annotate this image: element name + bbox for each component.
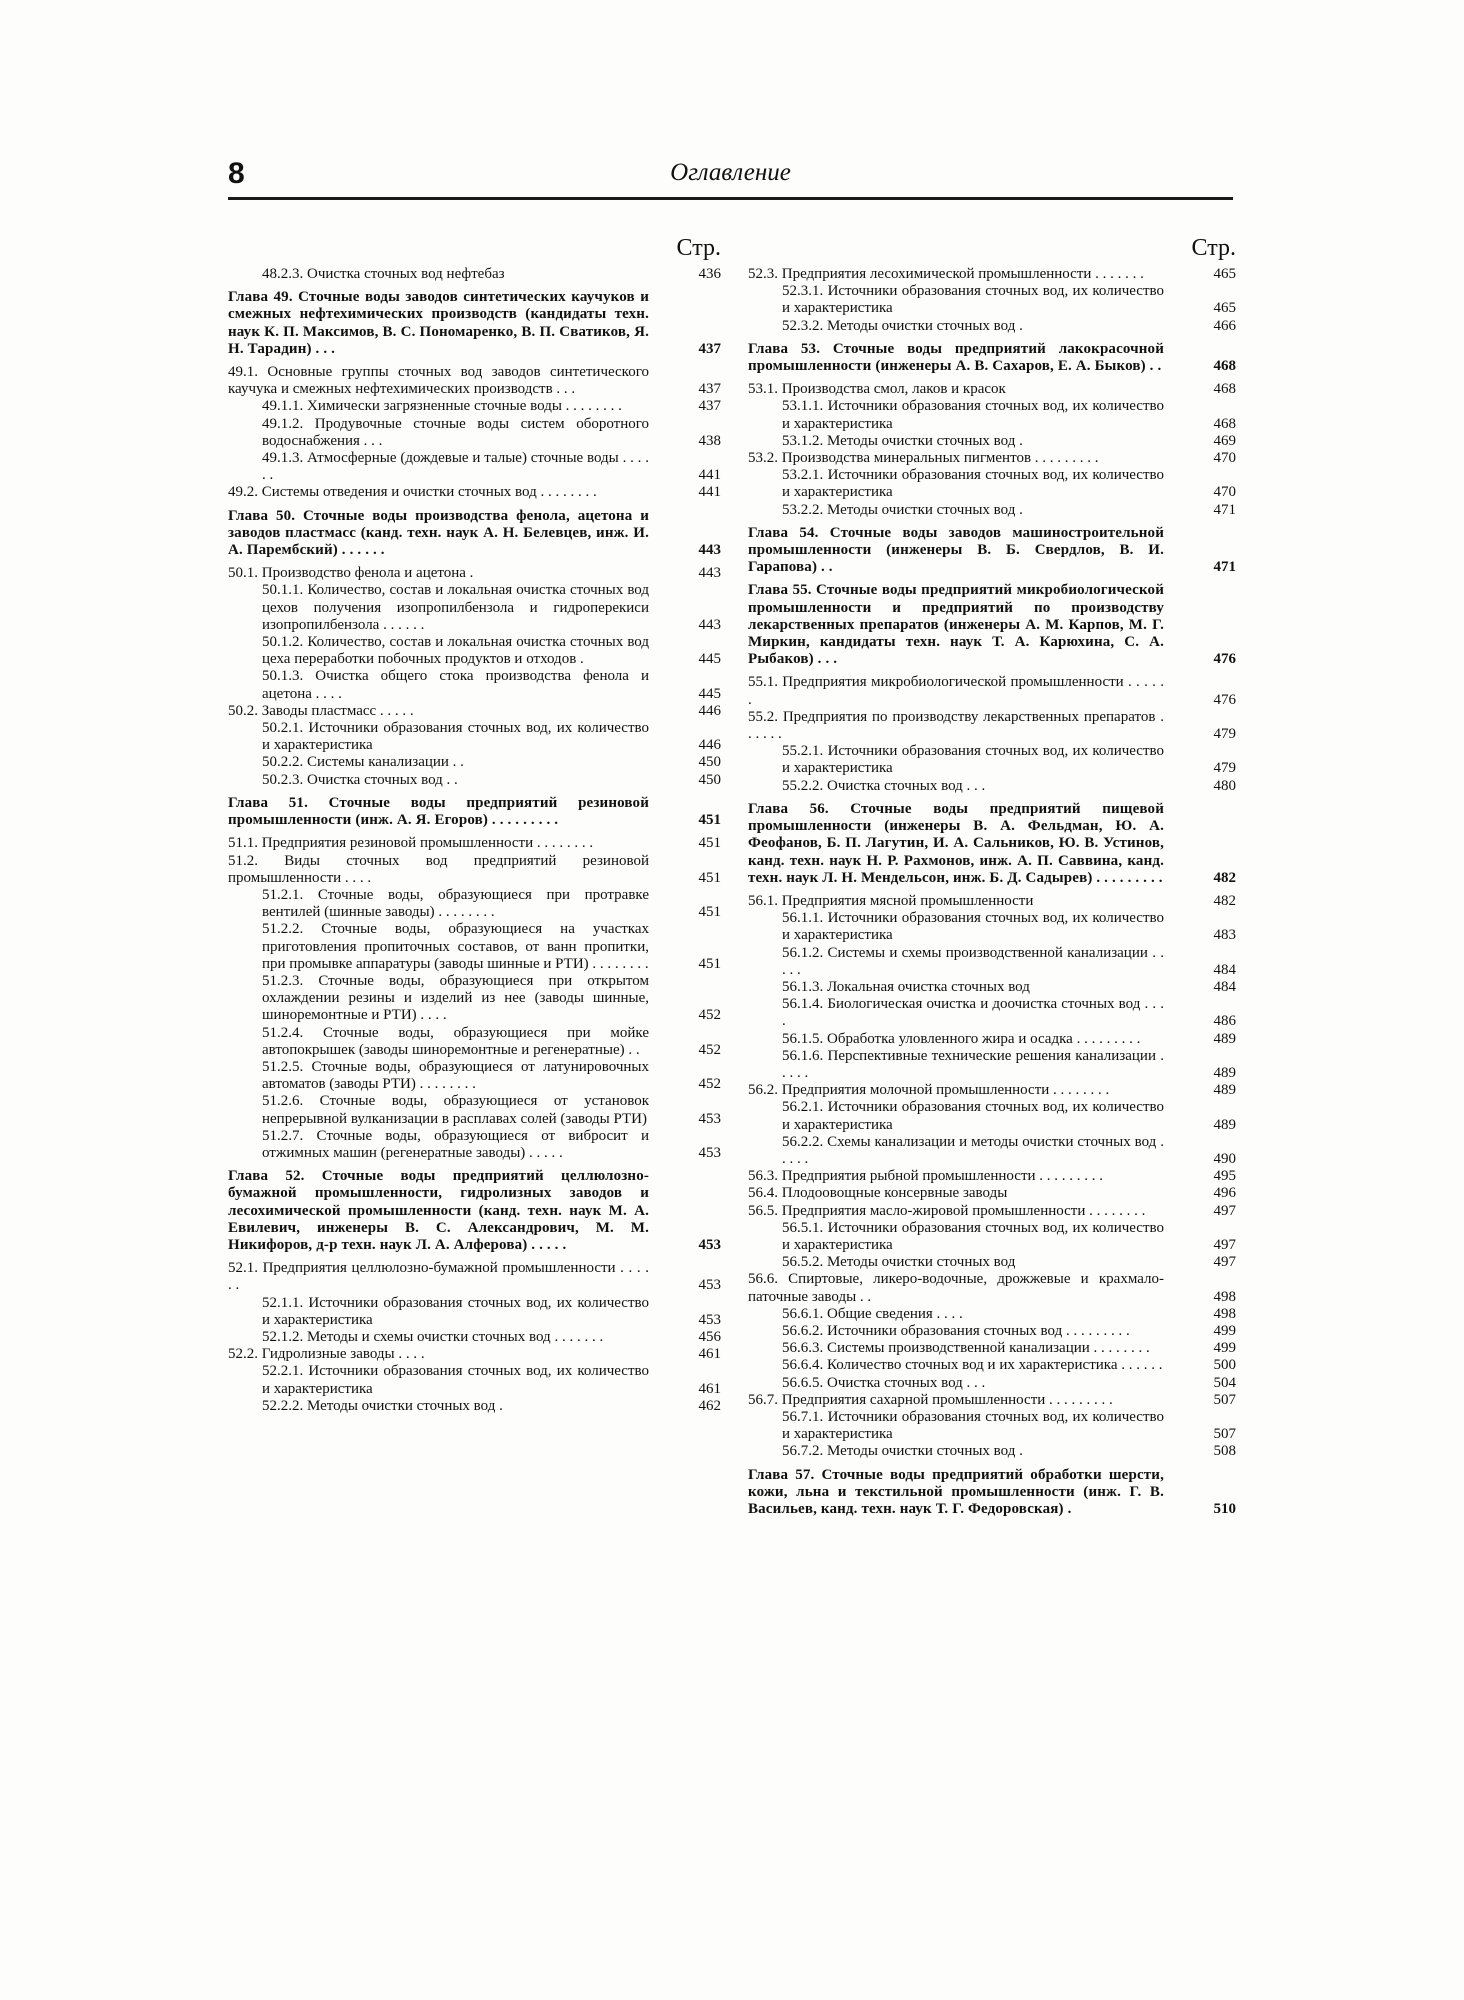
- toc-entry: [748, 1203, 1236, 1220]
- toc-entry: [748, 1443, 1236, 1460]
- toc-entry-title: 56.3. Предприятия рыбной промышленности . . . . . . . . .: [748, 1168, 1104, 1185]
- toc-entries: [228, 266, 721, 1415]
- toc-entry-title: 56.1.6. Перспективные технические решения канализации . . . . .: [782, 1047, 1164, 1081]
- toc-entry: [228, 634, 721, 668]
- page-column-label: Стр.: [1191, 235, 1236, 261]
- toc-entry-title: Глава 49. Сточные воды заводов синтетических каучуков и смежных нефтехимических производств (кандидаты техн. наук К. П. Максимов, В. С. Пономаренко, В. П. Сватиков, Я. Н. Тарадин) . . .: [228, 289, 649, 357]
- toc-entry-page: 441: [698, 467, 721, 484]
- toc-entry: [748, 1220, 1236, 1254]
- toc-entry: [748, 1048, 1236, 1082]
- toc-entry-page: 482: [1213, 892, 1236, 909]
- toc-entry-page: 453: [698, 1277, 721, 1294]
- toc-entry-title: 52.2. Гидролизные заводы . . . .: [228, 1346, 425, 1363]
- toc-entry: [228, 1363, 721, 1397]
- toc-entry: [228, 1260, 721, 1294]
- toc-entry: [748, 1082, 1236, 1099]
- toc-entry-title: 56.2.1. Источники образования сточных вод, их количество и характеристика: [782, 1099, 1164, 1133]
- toc-entry-page: 461: [698, 1346, 721, 1363]
- toc-chapter-entry: [228, 508, 721, 560]
- toc-entry-page: 495: [1213, 1168, 1236, 1185]
- toc-chapter-entry: [748, 1467, 1236, 1519]
- toc-entry: [228, 887, 721, 921]
- toc-entry-title: 56.7.1. Источники образования сточных вод, их количество и характеристика: [782, 1409, 1164, 1443]
- toc-entry: [748, 1254, 1236, 1271]
- toc-column-right: [748, 230, 1236, 1518]
- toc-entry-title: Глава 57. Сточные воды предприятий обработки шерсти, кожи, льна и текстильной промышленности (инж. Г. В. Васильев, канд. техн. наук Т. Г. Федоровская) .: [748, 1466, 1164, 1518]
- toc-entry-page: 451: [698, 955, 721, 972]
- toc-chapter-entry: [748, 582, 1236, 668]
- toc-entry: [748, 1271, 1236, 1305]
- toc-entry: [748, 1306, 1236, 1323]
- toc-entry-title: 50.1.3. Очистка общего стока производства фенола и ацетона . . . .: [262, 668, 649, 702]
- toc-entry: [228, 266, 721, 283]
- toc-entry: [228, 1346, 721, 1363]
- toc-entry-page: 436: [698, 266, 721, 282]
- toc-entry-page: 499: [1213, 1340, 1236, 1357]
- toc-entry-title: 52.2.1. Источники образования сточных вод, их количество и характеристика: [262, 1363, 649, 1397]
- toc-entry-title: 51.2.6. Сточные воды, образующиеся от установок непрерывной вулканизации в расплавах солей (заводы РТИ): [262, 1093, 649, 1127]
- toc-entry-title: 55.1. Предприятия микробиологической промышленности . . . . . .: [748, 674, 1164, 708]
- toc-entry: [228, 1059, 721, 1093]
- toc-entry-title: 56.1.1. Источники образования сточных вод, их количество и характеристика: [782, 910, 1164, 944]
- toc-entry-page: 470: [1213, 450, 1236, 467]
- toc-entry-page: 468: [1213, 415, 1236, 432]
- toc-entry: [748, 381, 1236, 398]
- toc-entry-page: 446: [698, 737, 721, 754]
- toc-entry-page: 450: [698, 771, 721, 788]
- toc-entry-title: 52.3. Предприятия лесохимической промышленности . . . . . . .: [748, 266, 1144, 282]
- toc-entry-page: 483: [1213, 927, 1236, 944]
- toc-entry-page: 480: [1213, 777, 1236, 794]
- toc-entry-title: 50.1. Производство фенола и ацетона .: [228, 565, 474, 582]
- toc-entry-title: 53.1.1. Источники образования сточных вод, их количество и характеристика: [782, 398, 1164, 432]
- toc-entry: [748, 1392, 1236, 1409]
- toc-chapter-entry: [228, 289, 721, 358]
- toc-entry-page: 451: [698, 835, 721, 852]
- toc-entry: [228, 1025, 721, 1059]
- toc-entry: [748, 1340, 1236, 1357]
- toc-entry: [748, 266, 1236, 283]
- toc-entry: [228, 1295, 721, 1329]
- toc-entry-title: 56.5.2. Методы очистки сточных вод: [782, 1254, 1016, 1271]
- toc-entry-title: Глава 53. Сточные воды предприятий лакокрасочной промышленности (инженеры А. В. Сахаров, Е. А. Быков) . .: [748, 340, 1164, 375]
- toc-entry-title: 49.1. Основные группы сточных вод заводов синтетического каучука и смежных нефтехимических производств . . .: [228, 364, 649, 398]
- toc-entry-title: Глава 52. Сточные воды предприятий целлюлозно-бумажной промышленности, гидролизных заводов и лесохимической промышленности (канд. техн. наук М. А. Евилевич, инженеры В. С. Александрович, М. М. Никифоров, д-р техн. наук Л. А. Алферова) . . . . .: [228, 1168, 649, 1253]
- toc-entry-page: 476: [1213, 691, 1236, 708]
- toc-entry-page: 461: [698, 1380, 721, 1397]
- toc-entry-title: 56.7. Предприятия сахарной промышленности . . . . . . . . .: [748, 1391, 1113, 1408]
- toc-entry-page: 497: [1213, 1236, 1236, 1253]
- toc-entry: [748, 893, 1236, 910]
- toc-chapter-entry: [228, 1168, 721, 1254]
- toc-entry-title: 52.1.2. Методы и схемы очистки сточных вод . . . . . . .: [262, 1328, 604, 1345]
- toc-entry-page: 489: [1213, 1116, 1236, 1133]
- toc-entry-page: 466: [1213, 317, 1236, 334]
- toc-entry-title: Глава 56. Сточные воды предприятий пищевой промышленности (инженеры В. А. Фельдман, Ю. А. Феофанов, Б. П. Лагутин, И. А. Сальников, Ю. В. Устинов, канд. техн. наук Н. Р. Рахмонов, инж. А. П. Саввина, канд. техн. наук Л. Н. Мендельсон, инж. Б. Д. Садырев) . . . . . . . . .: [748, 800, 1164, 886]
- toc-entry-page: 497: [1213, 1202, 1236, 1219]
- toc-entry-title: 50.1.2. Количество, состав и локальная очистка сточных вод цеха переработки побочных продуктов и отходов .: [262, 634, 649, 668]
- toc-entry-title: 50.2. Заводы пластмасс . . . . .: [228, 702, 414, 719]
- toc-entry-title: 49.1.1. Химически загрязненные сточные воды . . . . . . . .: [262, 398, 622, 415]
- toc-entry-page: 479: [1213, 760, 1236, 777]
- toc-column-left: [228, 230, 721, 1415]
- toc-entry-page: 452: [698, 1041, 721, 1058]
- toc-entry-page: 453: [698, 1110, 721, 1127]
- toc-entry-page: 504: [1213, 1374, 1236, 1391]
- toc-entry: [748, 1409, 1236, 1443]
- toc-entry-page: 437: [698, 340, 721, 357]
- toc-entry-page: 510: [1213, 1501, 1236, 1518]
- toc-entry-title: Глава 55. Сточные воды предприятий микробиологической промышленности и предприятий по производству лекарственных препаратов (инженеры А. М. Карпов, М. Г. Миркин, кандидаты техн. наук Т. А. Карюхина, С. А. Рыбаков) . . .: [748, 582, 1164, 668]
- toc-entry-page: 453: [698, 1144, 721, 1161]
- toc-entry: [228, 398, 721, 415]
- toc-entry: [228, 772, 721, 789]
- toc-entry-title: 49.2. Системы отведения и очистки сточных вод . . . . . . . .: [228, 484, 597, 501]
- toc-entry-title: 53.1. Производства смол, лаков и красок: [748, 381, 1006, 398]
- toc-entry-title: 52.1. Предприятия целлюлозно-бумажной промышленности . . . . . .: [228, 1260, 649, 1294]
- toc-entry-title: 52.1.1. Источники образования сточных вод, их количество и характеристика: [262, 1294, 649, 1328]
- toc-entry-page: 437: [698, 398, 721, 415]
- toc-entry-title: 51.2. Виды сточных вод предприятий резиновой промышленности . . . .: [228, 852, 649, 886]
- toc-entry: [228, 565, 721, 582]
- toc-entry-title: 55.2. Предприятия по производству лекарственных препаратов . . . . . .: [748, 708, 1164, 743]
- toc-entry-page: 507: [1213, 1426, 1236, 1443]
- toc-entry-page: 456: [698, 1328, 721, 1345]
- toc-entry: [228, 668, 721, 702]
- toc-entry: [228, 484, 721, 501]
- toc-entry-page: 450: [698, 754, 721, 771]
- toc-entry-title: 56.2.2. Схемы канализации и методы очистки сточных вод . . . . .: [782, 1133, 1164, 1167]
- toc-entry: [228, 450, 721, 484]
- toc-entry: [228, 703, 721, 720]
- toc-entry-page: 451: [698, 812, 721, 829]
- toc-entry-title: 53.2. Производства минеральных пигментов . . . . . . . . .: [748, 450, 1099, 467]
- toc-entry-title: Глава 50. Сточные воды производства фенола, ацетона и заводов пластмасс (канд. техн. наук А. Н. Белевцев, инж. И. А. Парембский) . . . . . .: [228, 507, 649, 559]
- toc-entry-page: 489: [1213, 1082, 1236, 1099]
- toc-entry-page: 479: [1213, 726, 1236, 743]
- toc-entry: [748, 1168, 1236, 1185]
- toc-entry-page: 498: [1213, 1305, 1236, 1322]
- toc-entry-title: 50.1.1. Количество, состав и локальная очистка сточных вод цехов получения изопропилбензола и гидроперекиси изопропилбензола . . . . . .: [262, 582, 649, 633]
- toc-entry-title: 51.2.7. Сточные воды, образующиеся от вибросит и отжимных машин (регенератные заводы) . . . . .: [262, 1127, 649, 1161]
- toc-entry-page: 486: [1213, 1013, 1236, 1030]
- toc-entry: [748, 910, 1236, 944]
- toc-entry: [228, 582, 721, 634]
- toc-entry: [748, 433, 1236, 450]
- toc-entry: [748, 979, 1236, 996]
- toc-entry-page: 465: [1213, 266, 1236, 282]
- toc-entry-title: 56.1.4. Биологическая очистка и доочистка сточных вод . . . .: [782, 996, 1164, 1030]
- toc-entry-title: 56.1. Предприятия мясной промышленности: [748, 892, 1034, 909]
- toc-entry: [228, 973, 721, 1025]
- toc-entry-page: 471: [1213, 559, 1236, 576]
- toc-entry: [748, 318, 1236, 335]
- toc-entry: [228, 1093, 721, 1127]
- toc-entry: [748, 467, 1236, 501]
- toc-entry-title: 51.2.5. Сточные воды, образующиеся от латунировочных автоматов (заводы РТИ) . . . . . . . .: [262, 1058, 649, 1093]
- toc-entry: [228, 1398, 721, 1415]
- toc-entry-title: 56.6.5. Очистка сточных вод . . .: [782, 1374, 986, 1391]
- toc-entry-page: 507: [1213, 1391, 1236, 1408]
- toc-entry: [748, 674, 1236, 708]
- toc-entry: [748, 1099, 1236, 1133]
- toc-entry-page: 499: [1213, 1322, 1236, 1339]
- toc-entry-page: 446: [698, 702, 721, 719]
- toc-entry: [228, 1329, 721, 1346]
- toc-entry: [748, 1031, 1236, 1048]
- toc-entry-page: 452: [698, 1007, 721, 1024]
- toc-entry-title: 52.2.2. Методы очистки сточных вод .: [262, 1397, 503, 1414]
- toc-entry-title: 53.2.1. Источники образования сточных вод, их количество и характеристика: [782, 467, 1164, 501]
- toc-entry-page: 443: [698, 616, 721, 633]
- toc-entry: [748, 450, 1236, 467]
- toc-chapter-entry: [228, 795, 721, 829]
- toc-entry-page: 471: [1213, 501, 1236, 518]
- toc-entry-title: 56.2. Предприятия молочной промышленности . . . . . . . .: [748, 1082, 1110, 1099]
- toc-entry: [228, 754, 721, 771]
- running-header: [228, 157, 1233, 200]
- toc-entry-page: 482: [1213, 869, 1236, 886]
- toc-entry: [748, 283, 1236, 317]
- toc-entry-title: 56.6.3. Системы производственной канализации . . . . . . . .: [782, 1340, 1150, 1357]
- toc-entry: [228, 921, 721, 973]
- toc-entry-title: 56.7.2. Методы очистки сточных вод .: [782, 1443, 1023, 1460]
- toc-entry-title: 53.2.2. Методы очистки сточных вод .: [782, 501, 1023, 518]
- toc-entry-page: 453: [698, 1311, 721, 1328]
- toc-entry-title: 51.2.3. Сточные воды, образующиеся при открытом охлаждении резины и изделий из нее (заводы шинные, шиноремонтные и РТИ) . . . .: [262, 972, 649, 1024]
- toc-entry-page: 438: [698, 432, 721, 449]
- toc-entry-page: 489: [1213, 1030, 1236, 1047]
- toc-entry-page: 468: [1213, 381, 1236, 398]
- toc-chapter-entry: [748, 801, 1236, 887]
- page-number: 8: [228, 157, 245, 190]
- toc-entry-page: 496: [1213, 1185, 1236, 1202]
- toc-entry-page: 451: [698, 869, 721, 886]
- page-title: Оглавление: [670, 159, 791, 186]
- toc-entry-page: 445: [698, 651, 721, 668]
- toc-entry-title: Глава 54. Сточные воды заводов машиностроительной промышленности (инженеры В. Б. Свердлов, В. И. Гарапова) . .: [748, 524, 1164, 576]
- toc-entry-title: 50.2.2. Системы канализации . .: [262, 754, 464, 771]
- toc-entry: [228, 364, 721, 398]
- toc-entry-title: 56.5. Предприятия масло-жировой промышленности . . . . . . . .: [748, 1202, 1146, 1219]
- toc-entry-title: 56.4. Плодоовощные консервные заводы: [748, 1185, 1008, 1202]
- toc-entry-page: 451: [698, 904, 721, 921]
- toc-entry-title: 52.3.2. Методы очистки сточных вод .: [782, 317, 1023, 334]
- toc-entry-page: 462: [698, 1397, 721, 1414]
- toc-entry-page: 469: [1213, 432, 1236, 449]
- toc-entry-page: 443: [698, 565, 721, 582]
- toc-entry-title: 52.3.1. Источники образования сточных вод, их количество и характеристика: [782, 283, 1164, 317]
- toc-entry: [748, 1185, 1236, 1202]
- toc-entry-page: 489: [1213, 1064, 1236, 1081]
- toc-chapter-entry: [748, 341, 1236, 375]
- toc-entry-title: 56.5.1. Источники образования сточных вод, их количество и характеристика: [782, 1219, 1164, 1253]
- toc-entry-title: 53.1.2. Методы очистки сточных вод .: [782, 432, 1023, 449]
- toc-entries: [748, 266, 1236, 1518]
- toc-entry-page: 497: [1213, 1254, 1236, 1271]
- toc-entry-page: 452: [698, 1076, 721, 1093]
- toc-entry-page: 508: [1213, 1443, 1236, 1460]
- toc-entry-title: 55.2.2. Очистка сточных вод . . .: [782, 777, 986, 794]
- toc-entry-title: 56.6.2. Источники образования сточных вод . . . . . . . . .: [782, 1322, 1130, 1339]
- toc-entry-title: Глава 51. Сточные воды предприятий резиновой промышленности (инж. А. Я. Егоров) . . . . . . . . .: [228, 794, 649, 829]
- toc-entry: [228, 853, 721, 887]
- toc-entry-title: 56.1.5. Обработка уловленного жира и осадка . . . . . . . . .: [782, 1030, 1141, 1047]
- toc-entry-page: 490: [1213, 1150, 1236, 1167]
- toc-entry-title: 51.2.4. Сточные воды, образующиеся при мойке автопокрышек (заводы шиноремонтные и регенератные) . .: [262, 1024, 649, 1058]
- toc-entry-title: 48.2.3. Очистка сточных вод нефтебаз: [262, 266, 505, 282]
- toc-entry: [228, 835, 721, 852]
- toc-entry-page: 500: [1213, 1357, 1236, 1374]
- toc-entry-title: 51.2.2. Сточные воды, образующиеся на участках приготовления пропиточных составов, от ванн пропитки, при промывке аппаратуры (заводы шинные и РТИ) . . . . . . . .: [262, 921, 649, 972]
- toc-entry-title: 56.6.1. Общие сведения . . . .: [782, 1305, 963, 1322]
- toc-entry-page: 441: [698, 484, 721, 501]
- toc-entry-title: 55.2.1. Источники образования сточных вод, их количество и характеристика: [782, 743, 1164, 777]
- toc-entry: [748, 502, 1236, 519]
- toc-entry: [748, 1375, 1236, 1392]
- toc-entry: [228, 416, 721, 450]
- toc-entry: [748, 1323, 1236, 1340]
- toc-entry-title: 51.2.1. Сточные воды, образующиеся при протравке вентилей (шинные заводы) . . . . . . . .: [262, 886, 649, 921]
- toc-entry-page: 468: [1213, 358, 1236, 375]
- toc-entry-page: 484: [1213, 961, 1236, 978]
- toc-entry-title: 49.1.2. Продувочные сточные воды систем оборотного водоснабжения . . .: [262, 415, 649, 449]
- toc-entry: [748, 945, 1236, 979]
- toc-entry-page: 484: [1213, 978, 1236, 995]
- toc-entry: [748, 1357, 1236, 1374]
- toc-entry: [748, 709, 1236, 743]
- toc-entry-title: 56.1.2. Системы и схемы производственной канализации . . . . .: [782, 944, 1164, 978]
- toc-entry-title: 56.1.3. Локальная очистка сточных вод: [782, 978, 1030, 995]
- toc-entry-page: 445: [698, 685, 721, 702]
- page-column-label: Стр.: [676, 235, 721, 261]
- toc-entry-title: 56.6. Спиртовые, ликеро-водочные, дрожжевые и крахмало-паточные заводы . .: [748, 1271, 1164, 1305]
- toc-entry: [748, 996, 1236, 1030]
- toc-entry-page: 453: [698, 1236, 721, 1253]
- toc-entry-page: 470: [1213, 484, 1236, 501]
- toc-entry-title: 56.6.4. Количество сточных вод и их характеристика . . . . . .: [782, 1357, 1163, 1374]
- toc-entry-page: 498: [1213, 1288, 1236, 1305]
- toc-entry: [748, 398, 1236, 432]
- toc-entry: [228, 720, 721, 754]
- toc-entry-title: 50.2.1. Источники образования сточных вод, их количество и характеристика: [262, 720, 649, 754]
- toc-entry-page: 443: [698, 542, 721, 559]
- toc-entry-page: 465: [1213, 300, 1236, 317]
- toc-entry-page: 476: [1213, 651, 1236, 668]
- toc-entry: [748, 1134, 1236, 1168]
- toc-chapter-entry: [748, 525, 1236, 577]
- toc-entry-page: 437: [698, 381, 721, 398]
- toc-entry-title: 51.1. Предприятия резиновой промышленности . . . . . . . .: [228, 835, 594, 852]
- toc-entry-title: 49.1.3. Атмосферные (дождевые и талые) сточные воды . . . . . .: [262, 450, 649, 484]
- toc-entry: [748, 743, 1236, 777]
- toc-entry-title: 50.2.3. Очистка сточных вод . .: [262, 771, 458, 788]
- toc-entry: [228, 1128, 721, 1162]
- toc-entry: [748, 778, 1236, 795]
